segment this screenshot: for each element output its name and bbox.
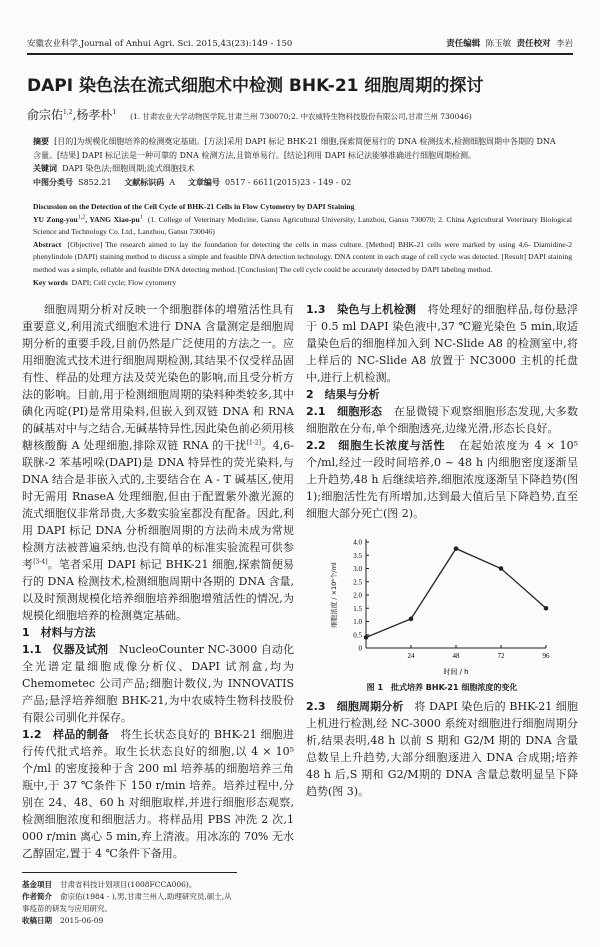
english-author-1-affil: 1,2 [77, 214, 86, 221]
english-keywords: DAPI; Cell cycle; Flow cytometry [71, 277, 177, 287]
editor-info [446, 37, 573, 49]
english-abstract [33, 201, 572, 289]
proof-label: 责任校对 [516, 39, 551, 49]
proof-name: 李岩 [555, 39, 573, 49]
x-tick-label: 24 [407, 652, 415, 661]
x-tick-label: 72 [497, 652, 505, 661]
section-2-2-heading: 2.2 细胞生长浓度与活性 [306, 439, 446, 453]
english-author-2: , YANG Xiao-pu [85, 214, 140, 224]
author-1-affil: 1,2 [63, 109, 73, 116]
y-tick-label: 2.5 [353, 578, 362, 587]
english-affiliation: (1. College of Veterinary Medicine, Gansu Agricultural University, Lanzhou, Gansu 730070; 2. China Agricultural Veterinary Biological Science and Technology Co. Ltd., Lanzhou, Gansu 730046) [33, 214, 572, 237]
footnote [22, 872, 237, 927]
english-title: Discussion on the Detection of the Cell Cycle of BHK-21 Cells in Flow Cytometry by DAPI Staining [33, 202, 355, 211]
section-2-1-text: 在显微镜下观察细胞形态发现,大多数细胞散在分布,单个细胞透亮,边缘光滑,形态长良好。 [306, 405, 578, 436]
keywords: DAPI 染色法;细胞周期;流式细胞技术 [62, 164, 195, 173]
editor-label: 责任编辑 [446, 39, 481, 49]
bio-text: 俞宗佑(1984 - ),男,甘肃兰州人,助理研究员,硕士,从事疫苗的研发与应用研究。 [22, 892, 232, 914]
citation: [3-4] [33, 558, 48, 566]
section-2-heading: 2 结果与分析 [306, 388, 380, 402]
english-abstract-label: Abstract [33, 239, 62, 249]
fund-text: 甘肃省科技计划项目(1008FCCA006)。 [60, 880, 197, 890]
class-number: S852.21 [78, 177, 112, 187]
running-header [27, 37, 573, 55]
author-1: 俞宗佑 [27, 108, 64, 122]
affiliation: (1. 甘肃农业大学动物医学院,甘肃兰州 730070;2. 中农威特生物科技股份有限公司,甘肃兰州 730046) [130, 112, 472, 121]
section-1-2-heading: 1.2 样品的制备 [22, 728, 110, 742]
bio-label: 作者简介 [22, 892, 52, 902]
article-label: 文章编号 [187, 177, 220, 187]
fund-label: 基金项目 [22, 880, 52, 890]
section-1-1 [22, 641, 294, 726]
article-number: 0517 - 6611(2015)23 - 149 - 02 [224, 177, 352, 187]
data-point [454, 546, 459, 551]
figure-1 [306, 530, 578, 694]
intro-text-c: 。笔者采用 DAPI 标记 BHK-21 细胞,探索简便易行的 DNA 检测技术,检测细胞周期中各期的 DNA 含量,以及时预测规模化培养细胞培养细胞增殖活性的情况,为规模化细胞培养的检测奠定基础。 [22, 558, 294, 623]
section-2-3-heading: 2.3 细胞周期分析 [306, 700, 404, 714]
section-1-2 [22, 726, 294, 862]
section-1-3-heading: 1.3 染色与上机检测 [306, 303, 417, 317]
section-1-3 [306, 301, 578, 386]
section-2-2 [306, 437, 578, 522]
keywords-label: 关键词 [33, 164, 57, 173]
english-author-2-affil: 1 [139, 214, 143, 221]
y-tick-label: 2.0 [353, 591, 362, 600]
section-1-3-text: 将处理好的细胞样品,每份悬浮于 0.5 ml DAPI 染色液中,37 ℃避光染色 5 min,取适量染色后的细胞样加入到 NC-Slide A8 的检测室中,将上样后的 NC-Slide A8 放置于 NC3000 主机的托盘中,进行上机检测。 [306, 303, 578, 385]
y-tick-label: 4.0 [353, 538, 362, 547]
figure-1-caption: 图 1 批式培养 BHK-21 细胞浓度的变化 [366, 683, 518, 693]
x-tick-label: 96 [542, 652, 550, 661]
y-tick-label: 3.0 [353, 565, 362, 574]
chinese-abstract [33, 135, 564, 189]
right-column [306, 301, 578, 800]
english-author-1: YU Zong-you [33, 214, 78, 224]
intro-text-a: 细胞周期分析对反映一个细胞群体的增殖活性具有重要意义,利用流式细胞术进行 DNA 含量测定是细胞周期分析的重要手段,目前仍然是广泛使用的方法之一。应用细胞流式技术进行细胞周期检测,其结果不仅受样品固有性、样品的处理方法及荧光染色的影响,而且受分析方法的影响。目前,用于检测细胞周期的染料种类较多,其中碘化丙啶(PI)是常用染料,但嵌入到双链 DNA 和 RNA 的碱基对中与之结合,无碱基特异性,因此染色前必须用核糖核酸酶 A 处理细胞,排除双链 RNA 的干扰 [22, 303, 294, 453]
section-1-1-text: NucleoCounter NC-3000 自动化全光谱定量细胞成像分析仪、DAPI 试剂盒,均为 Chemometec 公司产品;细胞计数仪,为 INNOVATIS 产品;悬浮培养细胞 BHK-21,为中农威特生物科技股份有限公司驯化并保存。 [22, 643, 294, 725]
y-tick-label: 1.5 [353, 604, 362, 613]
body-columns [22, 301, 578, 927]
data-point [364, 635, 369, 640]
x-tick-label: 48 [452, 652, 460, 661]
cell-concentration-chart [306, 530, 578, 682]
abstract-text: [目的]为规模化细胞培养的检测奠定基础。[方法]采用 DAPI 标记 BHK-21 细胞,探索简便易行的 DNA 检测技术,检测细胞周期中各期的 DNA 含量。[结果] DAPI 标记法是一种可靠的 DNA 检测方法,且简单易行。[结论]利用 DAPI 标记法能够准确进行细胞周期检测。 [33, 137, 556, 160]
section-1-1-heading: 1.1 仪器及试剂 [22, 643, 109, 657]
english-abstract-text: [Objective] The research aimed to lay the foundation for detecting the cells in mass culture. [Method] BHK-21 cells were marked by using 4,6- Diamidine-2 phenylindole (DAPI) staining method to discuss a simple and feasible DNA detection technology. DNA content in each stage of cell cycle was detected. [Result] DAPI staining method was a simple, reliable and feasible DNA detecting method. [Conclusion] The cell cycle could be accurately detected by DAPI labeling method. [33, 239, 573, 274]
series-line [366, 549, 546, 638]
abstract-label: 摘要 [33, 137, 49, 146]
editor-name: 陈玉敏 [485, 39, 512, 49]
data-point [409, 617, 414, 622]
authors: 俞宗佑$^{1,2}$,杨孝朴$^1$ (1. 甘肃农业大学动物医学院,甘肃兰州 730070;2. 中农威特生物科技股份有限公司,甘肃兰州 730046) [27, 108, 472, 122]
class-label: 中图分类号 [33, 177, 73, 187]
y-tick-label: 0.5 [353, 631, 362, 640]
section-2-1-heading: 2.1 细胞形态 [306, 405, 383, 419]
citation: [1-2] [246, 439, 261, 447]
intro-paragraph [22, 301, 294, 624]
doc-label: 文献标识码 [124, 177, 165, 187]
english-keywords-label: Key words [33, 277, 68, 287]
data-point [544, 606, 549, 611]
section-2-1 [306, 403, 578, 437]
section-2-3-text: 将 DAPI 染色后的 BHK-21 细胞上机进行检测,经 NC-3000 系统对细胞进行细胞周期分析,结果表明,48 h 以前 S 期和 G2/M 期的 DNA 含量总数呈上升趋势,大部分细胞逐进入 DNA 合成期;培养 48 h 后,S 期和 G2/M期的 DNA 含量总数明显呈下降趋势(图 3)。 [306, 700, 578, 799]
section-2-3 [306, 698, 578, 800]
section-1-2-text: 将生长状态良好的 BHK-21 细胞进行传代批式培养。取生长状态良好的细胞,以 4 × 10⁵ 个/ml 的密度接种于含 200 ml 培养基的细胞培养三角瓶中,于 37 ℃条件下 150 r/min 培养。培养过程中,分别在 24、48、60 h 对细胞取样,并进行细胞形态观察,检测细胞浓度和细胞活力。将样品用 PBS 冲洗 2 次,1 000 r/min 离心 5 min,弃上清液。用冰冻的 70% 无水乙醇固定,置于 4 ℃条件下备用。 [22, 728, 294, 861]
x-axis-label: 时间 / h [443, 668, 469, 677]
y-tick-label: 0 [358, 644, 362, 653]
date-label: 收稿日期 [22, 916, 52, 926]
journal-citation: 安徽农业科学,Journal of Anhui Agri. Sci. 2015,43(23):149 - 150 [27, 39, 293, 49]
section-2-2-text: 在起始浓度为 4 × 10⁵ 个/ml,经过一段时间培养,0 ~ 48 h 内细胞密度逐渐呈上升趋势,48 h 后继续培养,细胞浓度逐渐呈下降趋势(图 1);细胞活性先有所增加,达到最大值后呈下降趋势,直至细胞大部分死亡(图 2)。 [306, 439, 578, 521]
paper-title: DAPI 染色法在流式细胞术中检测 BHK-21 细胞周期的探讨 [27, 76, 484, 96]
intro-text-b: 。4,6-联脒-2 苯基吲哚(DAPI)是 DNA 特异性的荧光染料,与 DNA 结合是非嵌入式的,主要结合在 A - T 碱基区,使用时无需用 RnaseA 处理细胞,但由于配置紫外激光源的流式细胞仪非常昂贵,大多数实验室都没有配备。因此,利用 DAPI 标记 DNA 分析细胞周期的方法尚未成为常规检测方法被普遍采纳,也没有简单的标准实验流程可供参考 [22, 439, 294, 572]
y-axis-label: 细胞浓度 / ×10⁶个/ml [330, 562, 338, 628]
section-1-heading: 1 材料与方法 [22, 626, 96, 640]
received-date: 2015-06-09 [60, 916, 104, 926]
y-tick-label: 1.0 [353, 618, 362, 627]
left-column [22, 301, 294, 927]
author-2: 杨孝朴 [76, 108, 113, 122]
data-point [499, 566, 504, 571]
doc-code: A [169, 177, 176, 187]
author-2-affil: 1 [112, 109, 117, 116]
y-tick-label: 3.5 [353, 551, 362, 560]
